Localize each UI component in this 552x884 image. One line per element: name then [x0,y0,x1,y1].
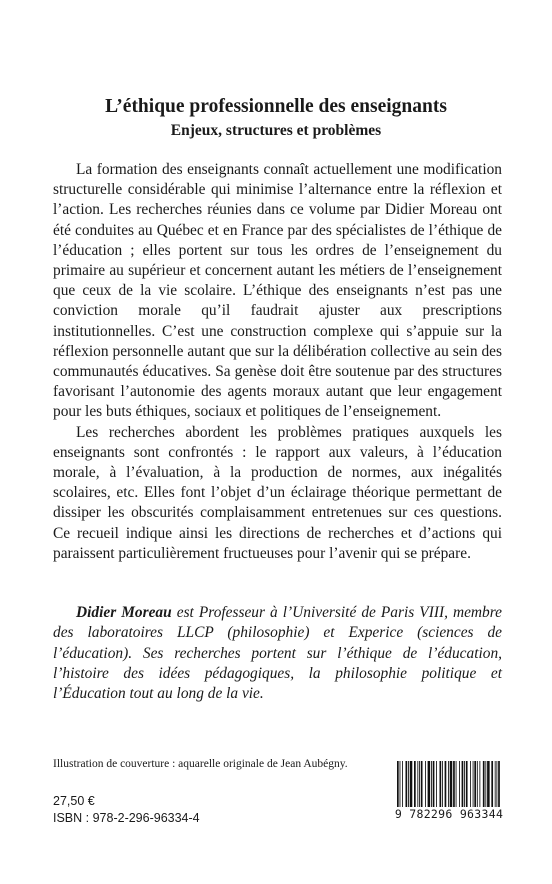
barcode-bar [410,761,413,811]
barcode-bar [428,761,431,811]
barcode-bar [425,761,426,811]
barcode-bar [417,761,418,811]
barcode-bar [487,761,490,811]
barcode-bar [464,761,465,811]
barcode-bar [466,761,468,811]
summary-text [53,160,502,564]
barcode-bar [440,761,442,811]
barcode-bar [421,761,423,811]
barcode-bar [414,761,416,811]
barcode-bar [485,761,486,811]
barcode-bar [431,761,432,811]
barcode-bar [406,761,408,811]
barcode-bar [397,761,399,811]
barcode-bar [479,761,480,811]
illustration-credit: Illustration de couverture : aquarelle originale de Jean Aubégny. [53,758,348,770]
barcode-bar [400,761,401,811]
barcode-bar [408,761,409,811]
barcode-bar [456,761,457,811]
isbn: ISBN : 978-2-296-96334-4 [53,811,200,825]
barcode-bar [498,761,500,811]
barcode-bar [402,761,403,811]
barcode-bar [436,761,437,811]
author-bio-text: est Professeur à l’Université de Paris VIII, membre des laboratoires LLCP (philosophie) et Experice (sciences de l’éducation). Ses recherches portent sur l’éthique de l’éducation, l’histoire des idées pédagogiques, la philosophie politique et l’Éducation tout au long de la vie. [53,604,502,703]
barcode-bar [433,761,435,811]
author-bio-paragraph [53,603,502,704]
book-subtitle: Enjeux, structures et problèmes [170,122,382,139]
barcode-bar [483,761,485,811]
barcode-bar [419,761,420,811]
barcode-bar [448,761,449,811]
barcode-bar [474,761,476,811]
book-title: L’éthique professionnelle des enseignants [105,96,447,117]
barcode-bar [477,761,478,811]
barcode-bar [495,761,496,811]
barcode-bar [442,761,443,811]
author-name: Didier Moreau [76,604,172,621]
barcode-bar [491,761,493,811]
author-bio [53,603,502,704]
barcode-bar [453,761,455,811]
barcode-bar [450,761,453,811]
barcode-bar [470,761,471,811]
barcode-bar [496,761,497,811]
summary-paragraph: La formation des enseignants connaît actuellement une modification structurelle considérable qui minimise l’alternance entre la réflexion et l’action. Les recherches réunies dans ce volume par Didier Moreau ont été conduites au Québec et en France par des spécialistes de l’éthique de l’éducation ; elles portent sur tous les ordres de l’enseignement du primaire au supérieur et concernent autant les métiers de l’enseignement que ceux de la vie scolaire. L’éthique des enseignants n’est pas une conviction morale qu’il faudrait ajuster aux prescriptions institutionnelles. C’est une construction complexe qui s’appuie sur la réflexion personnelle autant que sur la délibération collective au sein des communautés éducatives. Sa genèse doit être soutenue par des structures favorisant l’autonomie des agents moraux autant que leur engagement pour les buts éthiques, sociaux et politiques de l’enseignement. [53,161,502,421]
barcode-bar [473,761,474,811]
barcode-bar [445,761,447,811]
barcode-bar [462,761,464,811]
price: 27,50 € [53,794,95,808]
barcode-digits: 9 782296 963344 [394,807,504,821]
summary-paragraph: Les recherches abordent les problèmes pratiques auxquels les enseignants sont confrontés : le rapport aux valeurs, à l’éducation morale, à l’évaluation, à la production de normes, aux inégalités scolaires, etc. Elles font l’objet d’un éclairage théorique permettant de dissiper les obscurités complaisamment entretenues sur ces questions. Ce recueil indique ainsi les directions de recherches et d’actions qui paraissent particulièrement fructueuses pour l’avenir qui se prépare. [53,423,502,562]
barcode-bar [459,761,460,811]
